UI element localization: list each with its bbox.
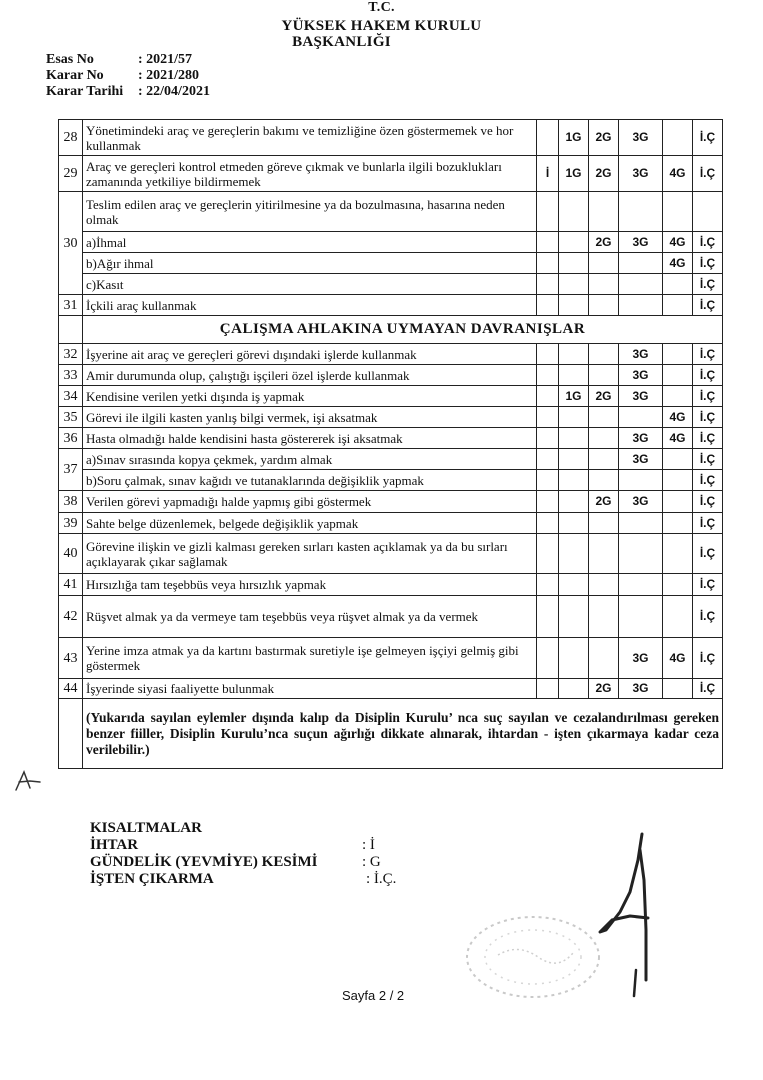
penalty-cell xyxy=(589,295,619,316)
penalty-cell: İ.Ç xyxy=(693,344,723,365)
penalty-cell xyxy=(559,365,589,386)
penalty-cell: İ.Ç xyxy=(693,491,723,513)
table-row xyxy=(59,596,723,638)
penalty-cell xyxy=(537,428,559,449)
penalty-cell: 3G xyxy=(619,638,663,679)
table-row xyxy=(59,365,723,386)
table-row xyxy=(59,513,723,534)
penalty-cell: 3G xyxy=(619,679,663,699)
penalty-cell: İ.Ç xyxy=(693,120,723,156)
penalty-cell: İ.Ç xyxy=(693,274,723,295)
row-description: Yerine imza atmak ya da kartını bastırmak suretiyle işe gelmeyen işçiyi gelmiş gibi göstermek xyxy=(83,638,537,679)
penalty-cell xyxy=(537,534,559,574)
penalty-cell xyxy=(559,449,589,470)
row-description: Teslim edilen araç ve gereçlerin yitirilmesine ya da bozulmasına, hasarına neden olmak xyxy=(83,192,537,232)
row-description: Araç ve gereçleri kontrol etmeden göreve çıkmak ve bunlarla ilgili bozuklukları zamanında yetkiliye bildirmemek xyxy=(83,156,537,192)
penalty-cell: İ.Ç xyxy=(693,638,723,679)
row-description: Kendisine verilen yetki dışında iş yapmak xyxy=(83,386,537,407)
penalty-cell: 1G xyxy=(559,386,589,407)
penalty-cell: İ.Ç xyxy=(693,386,723,407)
penalty-cell: 3G xyxy=(619,365,663,386)
penalty-cell xyxy=(663,513,693,534)
penalty-cell xyxy=(619,470,663,491)
row-description: Hasta olmadığı halde kendisini hasta göstererek işi aksatmak xyxy=(83,428,537,449)
penalty-cell xyxy=(537,344,559,365)
penalty-cell xyxy=(619,596,663,638)
table-row xyxy=(59,232,723,253)
penalty-cell: 3G xyxy=(619,156,663,192)
table-row xyxy=(59,274,723,295)
table-row xyxy=(59,638,723,679)
reference-value: : 2021/280 xyxy=(138,68,200,83)
abbreviation-label: İHTAR xyxy=(90,837,139,853)
row-number: 40 xyxy=(59,534,83,574)
penalty-cell xyxy=(663,365,693,386)
row-description: Yönetimindeki araç ve gereçlerin bakımı ve temizliğine özen göstermemek ve hor kullanmak xyxy=(83,120,537,156)
penalty-cell xyxy=(537,679,559,699)
abbreviation-value: : İ.Ç. xyxy=(366,871,397,887)
penalty-cell xyxy=(559,491,589,513)
penalty-cell xyxy=(663,120,693,156)
penalty-cell xyxy=(559,513,589,534)
penalty-cell xyxy=(537,192,559,232)
penalty-cell xyxy=(589,253,619,274)
penalty-cell xyxy=(663,449,693,470)
penalty-cell xyxy=(589,470,619,491)
reference-label: Karar Tarihi xyxy=(46,84,124,99)
reference-label: Karar No xyxy=(46,68,104,83)
penalty-cell: İ.Ç xyxy=(693,232,723,253)
penalty-cell xyxy=(663,192,693,232)
row-description: İçkili araç kullanmak xyxy=(83,295,537,316)
row-description: Amir durumunda olup, çalıştığı işçileri özel işlerde kullanmak xyxy=(83,365,537,386)
reference-karar-tarihi xyxy=(46,84,210,100)
row-number: 34 xyxy=(59,386,83,407)
penalty-cell xyxy=(537,365,559,386)
penalty-cell xyxy=(537,407,559,428)
penalty-cell: 4G xyxy=(663,232,693,253)
penalty-cell xyxy=(559,232,589,253)
table-row xyxy=(59,428,723,449)
row-description: b)Soru çalmak, sınav kağıdı ve tutanaklarında değişiklik yapmak xyxy=(83,470,537,491)
row-number: 42 xyxy=(59,596,83,638)
penalty-cell: 1G xyxy=(559,120,589,156)
penalty-cell xyxy=(693,192,723,232)
penalty-cell xyxy=(589,365,619,386)
row-description: Görevi ile ilgili kasten yanlış bilgi vermek, işi aksatmak xyxy=(83,407,537,428)
page-number: Sayfa 2 / 2 xyxy=(342,988,405,1003)
table-row xyxy=(59,253,723,274)
penalty-cell xyxy=(537,574,559,596)
penalty-cell xyxy=(663,596,693,638)
penalty-cell xyxy=(559,253,589,274)
penalty-cell xyxy=(589,513,619,534)
section-row xyxy=(59,316,723,344)
row-number xyxy=(59,316,83,344)
penalty-cell: İ.Ç xyxy=(693,407,723,428)
row-description: a)Sınav sırasında kopya çekmek, yardım almak xyxy=(83,449,537,470)
row-description: İşyerine ait araç ve gereçleri görevi dışındaki işlerde kullanmak xyxy=(83,344,537,365)
penalty-cell: 3G xyxy=(619,386,663,407)
abbreviations-title: KISALTMALAR xyxy=(90,820,202,836)
penalty-cell: İ.Ç xyxy=(693,295,723,316)
table-row xyxy=(59,156,723,192)
row-description: c)Kasıt xyxy=(83,274,537,295)
penalty-cell xyxy=(663,679,693,699)
penalty-cell: İ.Ç xyxy=(693,449,723,470)
penalty-cell xyxy=(663,574,693,596)
handwritten-signature xyxy=(590,820,670,1025)
row-description: Hırsızlığa tam teşebbüs veya hırsızlık yapmak xyxy=(83,574,537,596)
table-row xyxy=(59,120,723,156)
row-number: 41 xyxy=(59,574,83,596)
penalty-cell xyxy=(589,407,619,428)
penalty-cell xyxy=(619,407,663,428)
penalty-cell xyxy=(559,295,589,316)
penalty-cell xyxy=(559,428,589,449)
penalty-cell: 3G xyxy=(619,232,663,253)
row-number: 44 xyxy=(59,679,83,699)
row-number: 31 xyxy=(59,295,83,316)
row-number: 28 xyxy=(59,120,83,156)
penalty-cell xyxy=(589,274,619,295)
header-tc: T.C. xyxy=(368,0,395,15)
penalty-cell xyxy=(663,491,693,513)
row-number: 29 xyxy=(59,156,83,192)
abbreviation-label: GÜNDELİK (YEVMİYE) KESİMİ xyxy=(90,854,318,870)
abbreviations-block xyxy=(90,820,397,888)
penalty-cell xyxy=(663,470,693,491)
row-description: İşyerinde siyasi faaliyette bulunmak xyxy=(83,679,537,699)
penalty-cell: 2G xyxy=(589,120,619,156)
abbreviation-item xyxy=(90,854,381,871)
row-number: 36 xyxy=(59,428,83,449)
abbreviation-value: : İ xyxy=(362,837,375,853)
row-description: a)İhmal xyxy=(83,232,537,253)
discipline-table xyxy=(58,119,723,769)
penalty-cell xyxy=(537,120,559,156)
department-title: BAŞKANLIĞI xyxy=(292,34,391,50)
penalty-cell xyxy=(589,428,619,449)
penalty-cell xyxy=(589,344,619,365)
penalty-cell: 4G xyxy=(663,638,693,679)
penalty-cell xyxy=(559,274,589,295)
row-number: 33 xyxy=(59,365,83,386)
reference-value: : 22/04/2021 xyxy=(138,84,210,99)
penalty-cell xyxy=(619,274,663,295)
penalty-cell xyxy=(663,344,693,365)
table-row xyxy=(59,679,723,699)
penalty-cell xyxy=(589,534,619,574)
penalty-cell xyxy=(537,253,559,274)
penalty-cell xyxy=(663,534,693,574)
penalty-cell xyxy=(559,534,589,574)
abbreviation-item xyxy=(90,871,397,888)
penalty-cell xyxy=(537,638,559,679)
margin-initial-mark xyxy=(10,766,46,801)
penalty-cell xyxy=(589,638,619,679)
penalty-cell xyxy=(663,295,693,316)
penalty-cell xyxy=(537,596,559,638)
penalty-cell xyxy=(537,232,559,253)
penalty-cell: İ.Ç xyxy=(693,534,723,574)
penalty-cell xyxy=(589,449,619,470)
penalty-cell xyxy=(537,513,559,534)
penalty-cell xyxy=(559,596,589,638)
penalty-cell xyxy=(619,295,663,316)
row-number: 39 xyxy=(59,513,83,534)
penalty-cell xyxy=(619,253,663,274)
penalty-cell xyxy=(619,513,663,534)
penalty-cell: İ.Ç xyxy=(693,679,723,699)
penalty-cell: 3G xyxy=(619,491,663,513)
abbreviation-label: İŞTEN ÇIKARMA xyxy=(90,871,214,887)
row-description: Verilen görevi yapmadığı halde yapmış gibi göstermek xyxy=(83,491,537,513)
penalty-cell: 2G xyxy=(589,156,619,192)
table-row xyxy=(59,491,723,513)
table-row xyxy=(59,407,723,428)
penalty-cell xyxy=(589,574,619,596)
penalty-cell xyxy=(663,386,693,407)
penalty-cell: 4G xyxy=(663,253,693,274)
penalty-cell xyxy=(619,192,663,232)
institution-title: YÜKSEK HAKEM KURULU xyxy=(281,18,482,34)
row-number: 43 xyxy=(59,638,83,679)
penalty-cell xyxy=(537,470,559,491)
section-heading: ÇALIŞMA AHLAKINA UYMAYAN DAVRANIŞLAR xyxy=(83,316,723,344)
penalty-cell xyxy=(537,386,559,407)
faded-stamp xyxy=(458,905,608,1010)
penalty-cell xyxy=(537,449,559,470)
penalty-cell: 2G xyxy=(589,679,619,699)
reference-value: : 2021/57 xyxy=(138,52,193,67)
table-row xyxy=(59,192,723,232)
penalty-cell: 3G xyxy=(619,120,663,156)
table-row xyxy=(59,470,723,491)
table-row xyxy=(59,449,723,470)
penalty-cell xyxy=(663,274,693,295)
penalty-cell xyxy=(589,192,619,232)
penalty-cell: İ.Ç xyxy=(693,156,723,192)
abbreviation-value: : G xyxy=(362,854,381,870)
penalty-cell: İ.Ç xyxy=(693,513,723,534)
penalty-cell xyxy=(537,491,559,513)
penalty-cell: 4G xyxy=(663,428,693,449)
row-description: Sahte belge düzenlemek, belgede değişiklik yapmak xyxy=(83,513,537,534)
penalty-cell xyxy=(559,574,589,596)
row-number: 32 xyxy=(59,344,83,365)
penalty-cell: İ.Ç xyxy=(693,596,723,638)
penalty-cell xyxy=(537,274,559,295)
penalty-cell xyxy=(559,344,589,365)
penalty-cell: 4G xyxy=(663,407,693,428)
row-number: 30 xyxy=(59,192,83,295)
penalty-cell: İ.Ç xyxy=(693,470,723,491)
reference-esas xyxy=(46,52,192,68)
penalty-cell: İ.Ç xyxy=(693,365,723,386)
row-description: Görevine ilişkin ve gizli kalması gereken sırları kasten açıklamak ya da bu sırları açıklayarak çıkar sağlamak xyxy=(83,534,537,574)
table-row xyxy=(59,344,723,365)
penalty-cell: 3G xyxy=(619,344,663,365)
penalty-cell: 4G xyxy=(663,156,693,192)
row-number: 35 xyxy=(59,407,83,428)
row-number xyxy=(59,699,83,769)
table-row xyxy=(59,295,723,316)
penalty-cell: İ.Ç xyxy=(693,428,723,449)
row-description: Rüşvet almak ya da vermeye tam teşebbüs veya rüşvet almak ya da vermek xyxy=(83,596,537,638)
table-row xyxy=(59,386,723,407)
penalty-cell xyxy=(589,596,619,638)
penalty-cell xyxy=(559,470,589,491)
penalty-cell: 1G xyxy=(559,156,589,192)
penalty-cell xyxy=(619,574,663,596)
penalty-cell: 2G xyxy=(589,491,619,513)
penalty-cell: İ.Ç xyxy=(693,253,723,274)
reference-karar xyxy=(46,68,199,84)
reference-label: Esas No xyxy=(46,52,94,67)
penalty-cell: İ.Ç xyxy=(693,574,723,596)
row-number: 37 xyxy=(59,449,83,491)
row-number: 38 xyxy=(59,491,83,513)
penalty-cell xyxy=(559,679,589,699)
penalty-cell xyxy=(537,295,559,316)
penalty-cell xyxy=(619,534,663,574)
penalty-cell: 3G xyxy=(619,449,663,470)
row-description: b)Ağır ihmal xyxy=(83,253,537,274)
penalty-cell: İ xyxy=(537,156,559,192)
penalty-cell: 2G xyxy=(589,232,619,253)
closing-note: (Yukarıda sayılan eylemler dışında kalıp da Disiplin Kurulu’ nca suç sayılan ve cezalandırılması gereken benzer fiiller, Disiplin Kurulu’nca suçun ağırlığı dikkate alınarak, ihtardan - işten çıkarmaya kadar ceza verilebilir.) xyxy=(83,699,723,769)
note-row xyxy=(59,699,723,769)
penalty-cell xyxy=(559,638,589,679)
penalty-cell xyxy=(559,192,589,232)
table-row xyxy=(59,534,723,574)
penalty-cell: 3G xyxy=(619,428,663,449)
abbreviation-item xyxy=(90,837,375,854)
table-row xyxy=(59,574,723,596)
penalty-cell: 2G xyxy=(589,386,619,407)
penalty-cell xyxy=(559,407,589,428)
